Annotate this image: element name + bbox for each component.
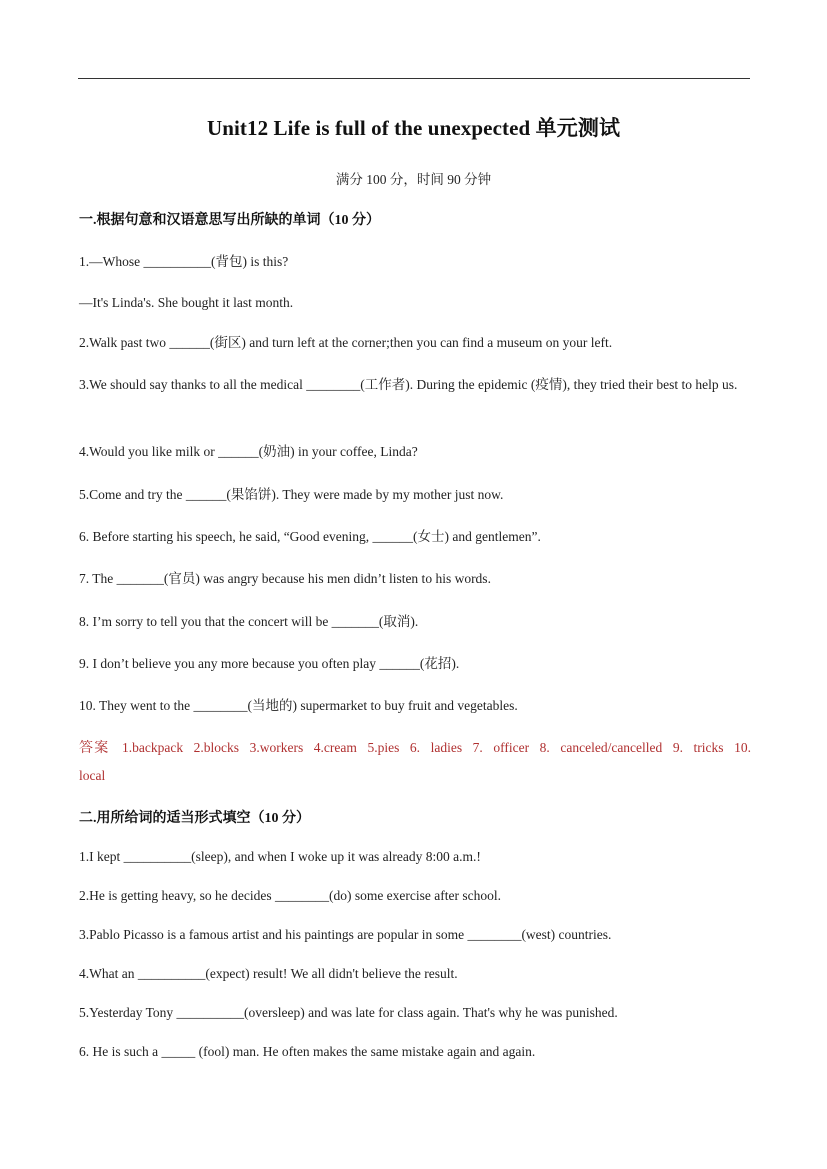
s1-answer-key [79,734,751,789]
s1-question-3: 3.We should say thanks to all the medical ________(工作者). During the epidemic (疫情), they tried their best to help us. [79,377,738,392]
s1-question-8: 8. I’m sorry to tell you that the concert will be _______(取消). [79,614,419,629]
s2-question-2: 2.He is getting heavy, so he decides ________(do) some exercise after school. [79,888,502,903]
header-rule [78,78,750,79]
s2-question-3: 3.Pablo Picasso is a famous artist and his paintings are popular in some ________(west) countries. [79,927,612,942]
s2-question-1: 1.I kept __________(sleep), and when I woke up it was already 8:00 a.m.! [79,849,481,864]
s1-question-7: 7. The _______(官员) was angry because his men didn’t listen to his words. [79,571,491,586]
s1-question-6: 6. Before starting his speech, he said, “Good evening, ______(女士) and gentlemen”. [79,529,541,544]
page-title: Unit12 Life is full of the unexpected 单元测试 [206,116,621,140]
s1-question-1-response: —It's Linda's. She bought it last month. [79,295,294,310]
answer-tag: 答案 [79,741,110,756]
section1-heading: 一.根据句意和汉语意思写出所缺的单词（10 分） [79,213,380,228]
s1-question-10: 10. They went to the ________(当地的) supermarket to buy fruit and vegetables. [79,698,518,713]
s1-question-2: 2.Walk past two ______(街区) and turn left at the corner;then you can find a museum on your left. [79,335,613,350]
page-subtitle: 满分 100 分，时间 90 分钟 [335,172,492,187]
s1-question-5: 5.Come and try the ______(果馅饼). They were made by my mother just now. [79,487,504,502]
s1-question-1: 1.—Whose __________(背包) is this? [79,254,289,269]
section2-heading: 二.用所给词的适当形式填空（10 分） [79,811,310,826]
answer-text: 1.backpack 2.blocks 3.workers 4.cream 5.pies 6. ladies 7. officer 8. canceled/cancelled 9. tricks 10. local [79,740,751,783]
s2-question-4: 4.What an __________(expect) result! We all didn't believe the result. [79,966,458,981]
s2-question-6: 6. He is such a _____ (fool) man. He often makes the same mistake again and again. [79,1044,536,1059]
s1-question-9: 9. I don’t believe you any more because you often play ______(花招). [79,656,460,671]
s2-question-5: 5.Yesterday Tony __________(oversleep) and was late for class again. That's why he was punished. [79,1005,618,1020]
s1-question-4: 4.Would you like milk or ______(奶油) in your coffee, Linda? [79,444,418,459]
